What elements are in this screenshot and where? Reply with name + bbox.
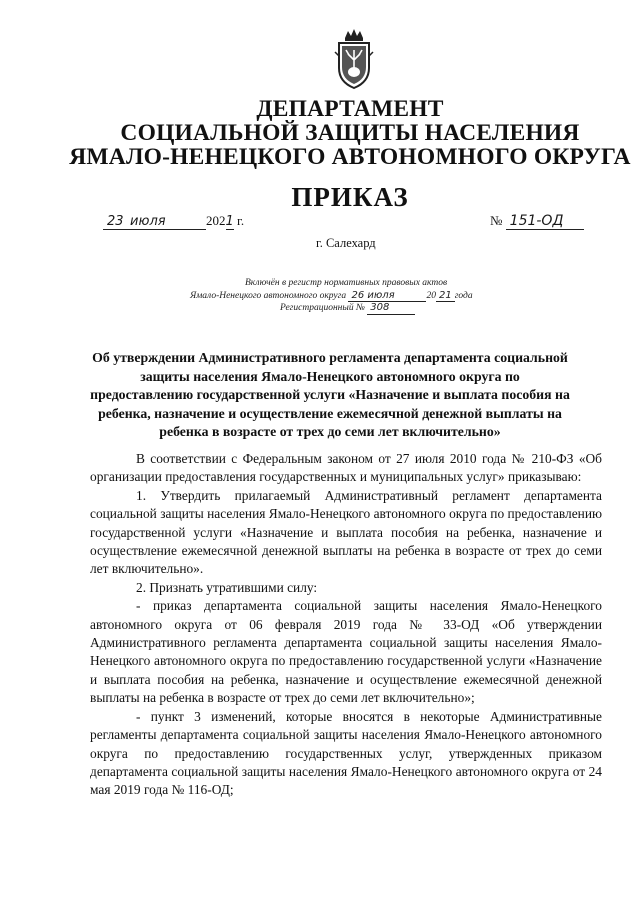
- body-item-1: 1. Утвердить прилагаемый Административный регламент департамента социальной защиты населения Ямало-Ненецкого автономного округа по предоставлению государственной услуги «Назначение и выплата пособия на ребенка, назначение и осуществление ежемесячной денежной выплаты на ребенка в возрасте от трех до семи лет включительно».: [90, 487, 602, 577]
- register-number: 308: [367, 302, 415, 315]
- register-line2: [190, 290, 530, 303]
- date-day: 23: [107, 214, 124, 229]
- register-line1: Включён в регистр нормативных правовых актов: [245, 278, 448, 288]
- register-year-suffix: 21: [436, 290, 455, 303]
- number-label: №: [490, 213, 503, 228]
- register-date: 26 июля: [348, 290, 426, 303]
- date-year-prefix: 202: [206, 213, 226, 228]
- date-year-label: г.: [237, 213, 245, 228]
- date-year-suffix: 1: [225, 214, 234, 229]
- org-name-line2: СОЦИАЛЬНОЙ ЗАЩИТЫ НАСЕЛЕНИЯ: [120, 120, 580, 146]
- document-body: [90, 450, 602, 800]
- org-name-line1: ДЕПАРТАМЕНТ: [256, 96, 444, 122]
- date-month: июля: [130, 214, 166, 229]
- register-line3: [190, 302, 530, 315]
- document-subject: Об утверждении Административного регламента департамента социальной защиты населения Ямало-Ненецкого автономного округа по предоставлению государственной услуги «Назначение и выплата пособия на ребенка, назначение и осуществление ежемесячной денежной выплаты на ребенка в возрасте от трех до семи лет включительно»: [90, 350, 570, 440]
- document-type-title: ПРИКАЗ: [291, 182, 409, 212]
- org-name-line3: ЯМАЛО-НЕНЕЦКОГО АВТОНОМНОГО ОКРУГА: [69, 144, 631, 170]
- register-region: Ямало-Ненецкого автономного округа: [190, 290, 347, 301]
- document-number: [490, 213, 584, 230]
- document-date: [103, 213, 244, 230]
- number-value: 151-ОД: [506, 213, 584, 230]
- body-item-2: 2. Признать утратившими силу:: [136, 579, 318, 595]
- body-item-2b: - пункт 3 изменений, которые вносятся в некоторые Административные регламенты департамента социальной защиты населения Ямало-Ненецкого автономного округа по предоставлению государственных услуг, утвержденных приказом департамента социальной защиты населения Ямало-Ненецкого автономного округа от 24 мая 2019 года № 116-ОД;: [90, 708, 602, 798]
- body-item-2a: - приказ департамента социальной защиты населения Ямало-Ненецкого автономного округа от 06 февраля 2019 года № 33-ОД «Об утверждении Административного регламента департамента социальной защиты населения Ямало-Ненецкого автономного округа по предоставлению государственной услуги «Назначение и выплата пособия на ребенка, назначение и осуществление ежемесячной денежной выплаты на ребенка в возрасте от трех до семи лет включительно»;: [90, 598, 602, 706]
- body-intro-paragraph: В соответствии с Федеральным законом от 27 июля 2010 года № 210-ФЗ «Об организации предоставления государственных и муниципальных услуг» приказываю:: [90, 451, 602, 485]
- register-year-prefix: 20: [426, 290, 436, 301]
- coat-of-arms-icon: [331, 28, 377, 90]
- register-stamp: [190, 278, 530, 315]
- register-year-label: года: [454, 290, 473, 301]
- register-number-label: Регистрационный №: [280, 303, 365, 313]
- city-name: г. Салехард: [316, 236, 376, 250]
